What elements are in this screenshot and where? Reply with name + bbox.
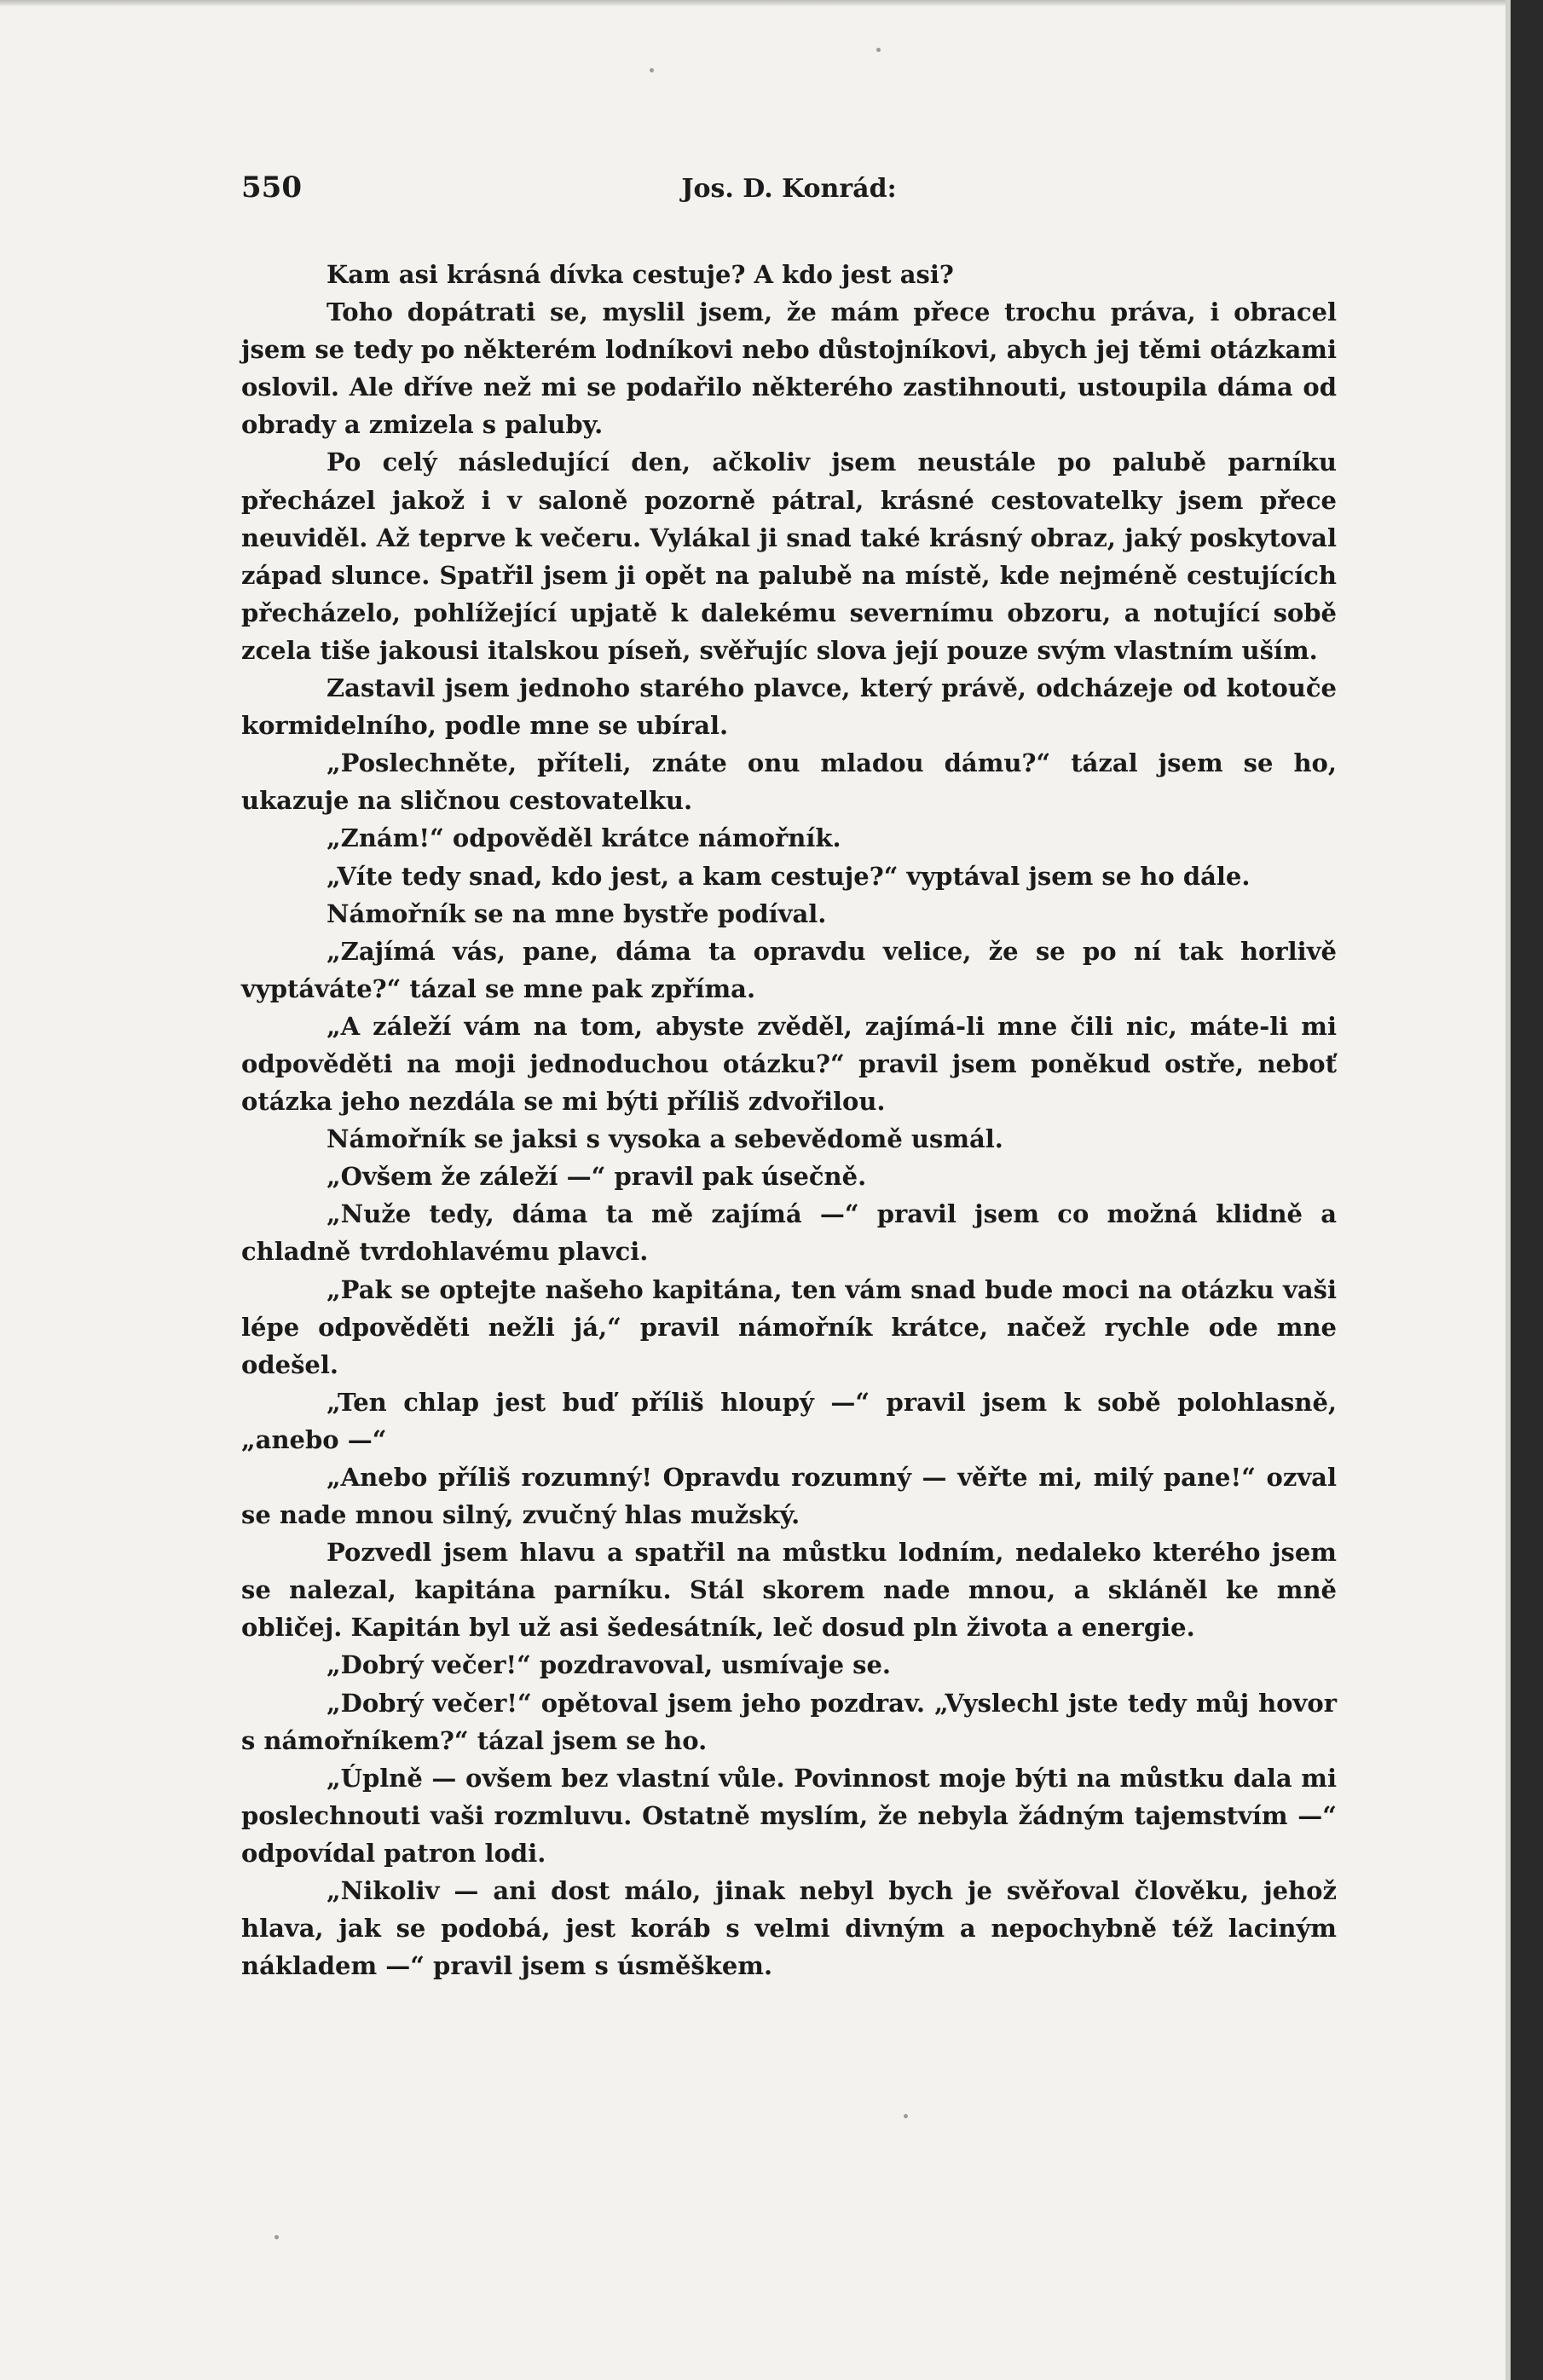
scan-speck xyxy=(650,68,654,72)
paragraph: „Zajímá vás, pane, dáma ta opravdu velice, že se po ní tak horlivě vyptáváte?“ tázal se mne pak zpříma. xyxy=(241,936,1337,1003)
paragraph: Námořník se na mne bystře podíval. xyxy=(327,898,827,928)
page-header xyxy=(241,170,1337,213)
paragraph: „Úplně — ovšem bez vlastní vůle. Povinnost moje býti na můstku dala mi poslechnouti vaši rozmluvu. Ostatně myslím, že nebyla žádným tajemstvím —“ odpovídal patron lodi. xyxy=(241,1763,1337,1868)
paragraph: „Znám!“ odpověděl krátce námořník. xyxy=(327,823,841,853)
paragraph: „Nikoliv — ani dost málo, jinak nebyl bych je svěřoval člověku, jehož hlava, jak se podobá, jest koráb s velmi divným a nepochybně též laciným nákladem —“ pravil jsem s úsměškem. xyxy=(241,1876,1337,1981)
scan-speck xyxy=(275,2235,279,2239)
scan-speck xyxy=(876,48,881,52)
paragraph: „Pak se optejte našeho kapitána, ten vám snad bude moci na otázku vaši lépe odpověděti nežli já,“ pravil námořník krátce, načež rychle ode mne odešel. xyxy=(241,1274,1337,1379)
paragraph: Námořník se jaksi s vysoka a sebevědomě usmál. xyxy=(327,1124,1003,1154)
paragraph: „Anebo příliš rozumný! Opravdu rozumný — věřte mi, milý pane!“ ozval se nade mnou silný, zvučný hlas mužský. xyxy=(241,1463,1337,1530)
paragraph: Pozvedl jsem hlavu a spatřil na můstku lodním, nedaleko kterého jsem se nalezal, kapitána parníku. Stál skorem nade mnou, a skláněl ke mně obličej. Kapitán byl už asi šedesátník, leč dosud pln života a energie. xyxy=(241,1538,1337,1643)
paragraph: „Nuže tedy, dáma ta mě zajímá —“ pravil jsem co možná klidně a chladně tvrdohlavému plavci. xyxy=(241,1199,1337,1267)
paragraph: „Víte tedy snad, kdo jest, a kam cestuje?“ vyptával jsem se ho dále. xyxy=(327,861,1251,891)
paragraph: Toho dopátrati se, myslil jsem, že mám přece trochu práva, i obracel jsem se tedy po některém lodníkovi nebo důstojníkovi, abych jej těmi otázkami oslovil. Ale dříve než mi se podařilo některého zastihnouti, ustoupila dáma od obrady a zmizela s paluby. xyxy=(241,298,1337,440)
paragraph: „Dobrý večer!“ pozdravoval, usmívaje se. xyxy=(327,1650,892,1680)
page-number: 550 xyxy=(241,170,302,205)
body-text xyxy=(241,256,1337,1984)
paragraph: „Poslechněte, příteli, znáte onu mladou dámu?“ tázal jsem se ho, ukazuje na sličnou cestovatelku. xyxy=(241,748,1337,816)
paragraph: „Ovšem že záleží —“ pravil pak úsečně. xyxy=(327,1162,867,1192)
paragraph: „A záleží vám na tom, abyste zvěděl, zajímá-li mne čili nic, máte-li mi odpověděti na moji jednoduchou otázku?“ pravil jsem poněkud ostře, neboť otázka jeho nezdála se mi býti příliš zdvořilou. xyxy=(241,1011,1337,1117)
scan-speck xyxy=(904,2114,908,2118)
paragraph: „Dobrý večer!“ opětoval jsem jeho pozdrav. „Vyslechl jste tedy můj hovor s námořníkem?“ tázal jsem se ho. xyxy=(241,1688,1337,1755)
page-right-edge xyxy=(1511,0,1543,2380)
paragraph: Kam asi krásná dívka cestuje? A kdo jest asi? xyxy=(327,260,954,289)
running-head: Jos. D. Konrád: xyxy=(681,174,897,204)
paragraph: Po celý následující den, ačkoliv jsem neustále po palubě parníku přecházel jakož i v saloně pozorně pátral, krásné cestovatelky jsem přece neuviděl. Až teprve k večeru. Vylákal ji snad také krásný obraz, jaký poskytoval západ slunce. Spatřil jsem ji opět na palubě na místě, kde nejméně cestujících přecházelo, pohlížející upjatě k dalekému severnímu obzoru, a notující sobě zcela tiše jakousi italskou píseň, svěřujíc slova její pouze svým vlastním uším. xyxy=(241,448,1337,665)
page-top-edge xyxy=(0,0,1511,7)
paragraph: „Ten chlap jest buď příliš hloupý —“ pravil jsem k sobě polohlasně, „anebo —“ xyxy=(241,1387,1337,1454)
paragraph: Zastavil jsem jednoho starého plavce, který právě, odcházeje od kotouče kormidelního, podle mne se ubíral. xyxy=(241,673,1337,741)
